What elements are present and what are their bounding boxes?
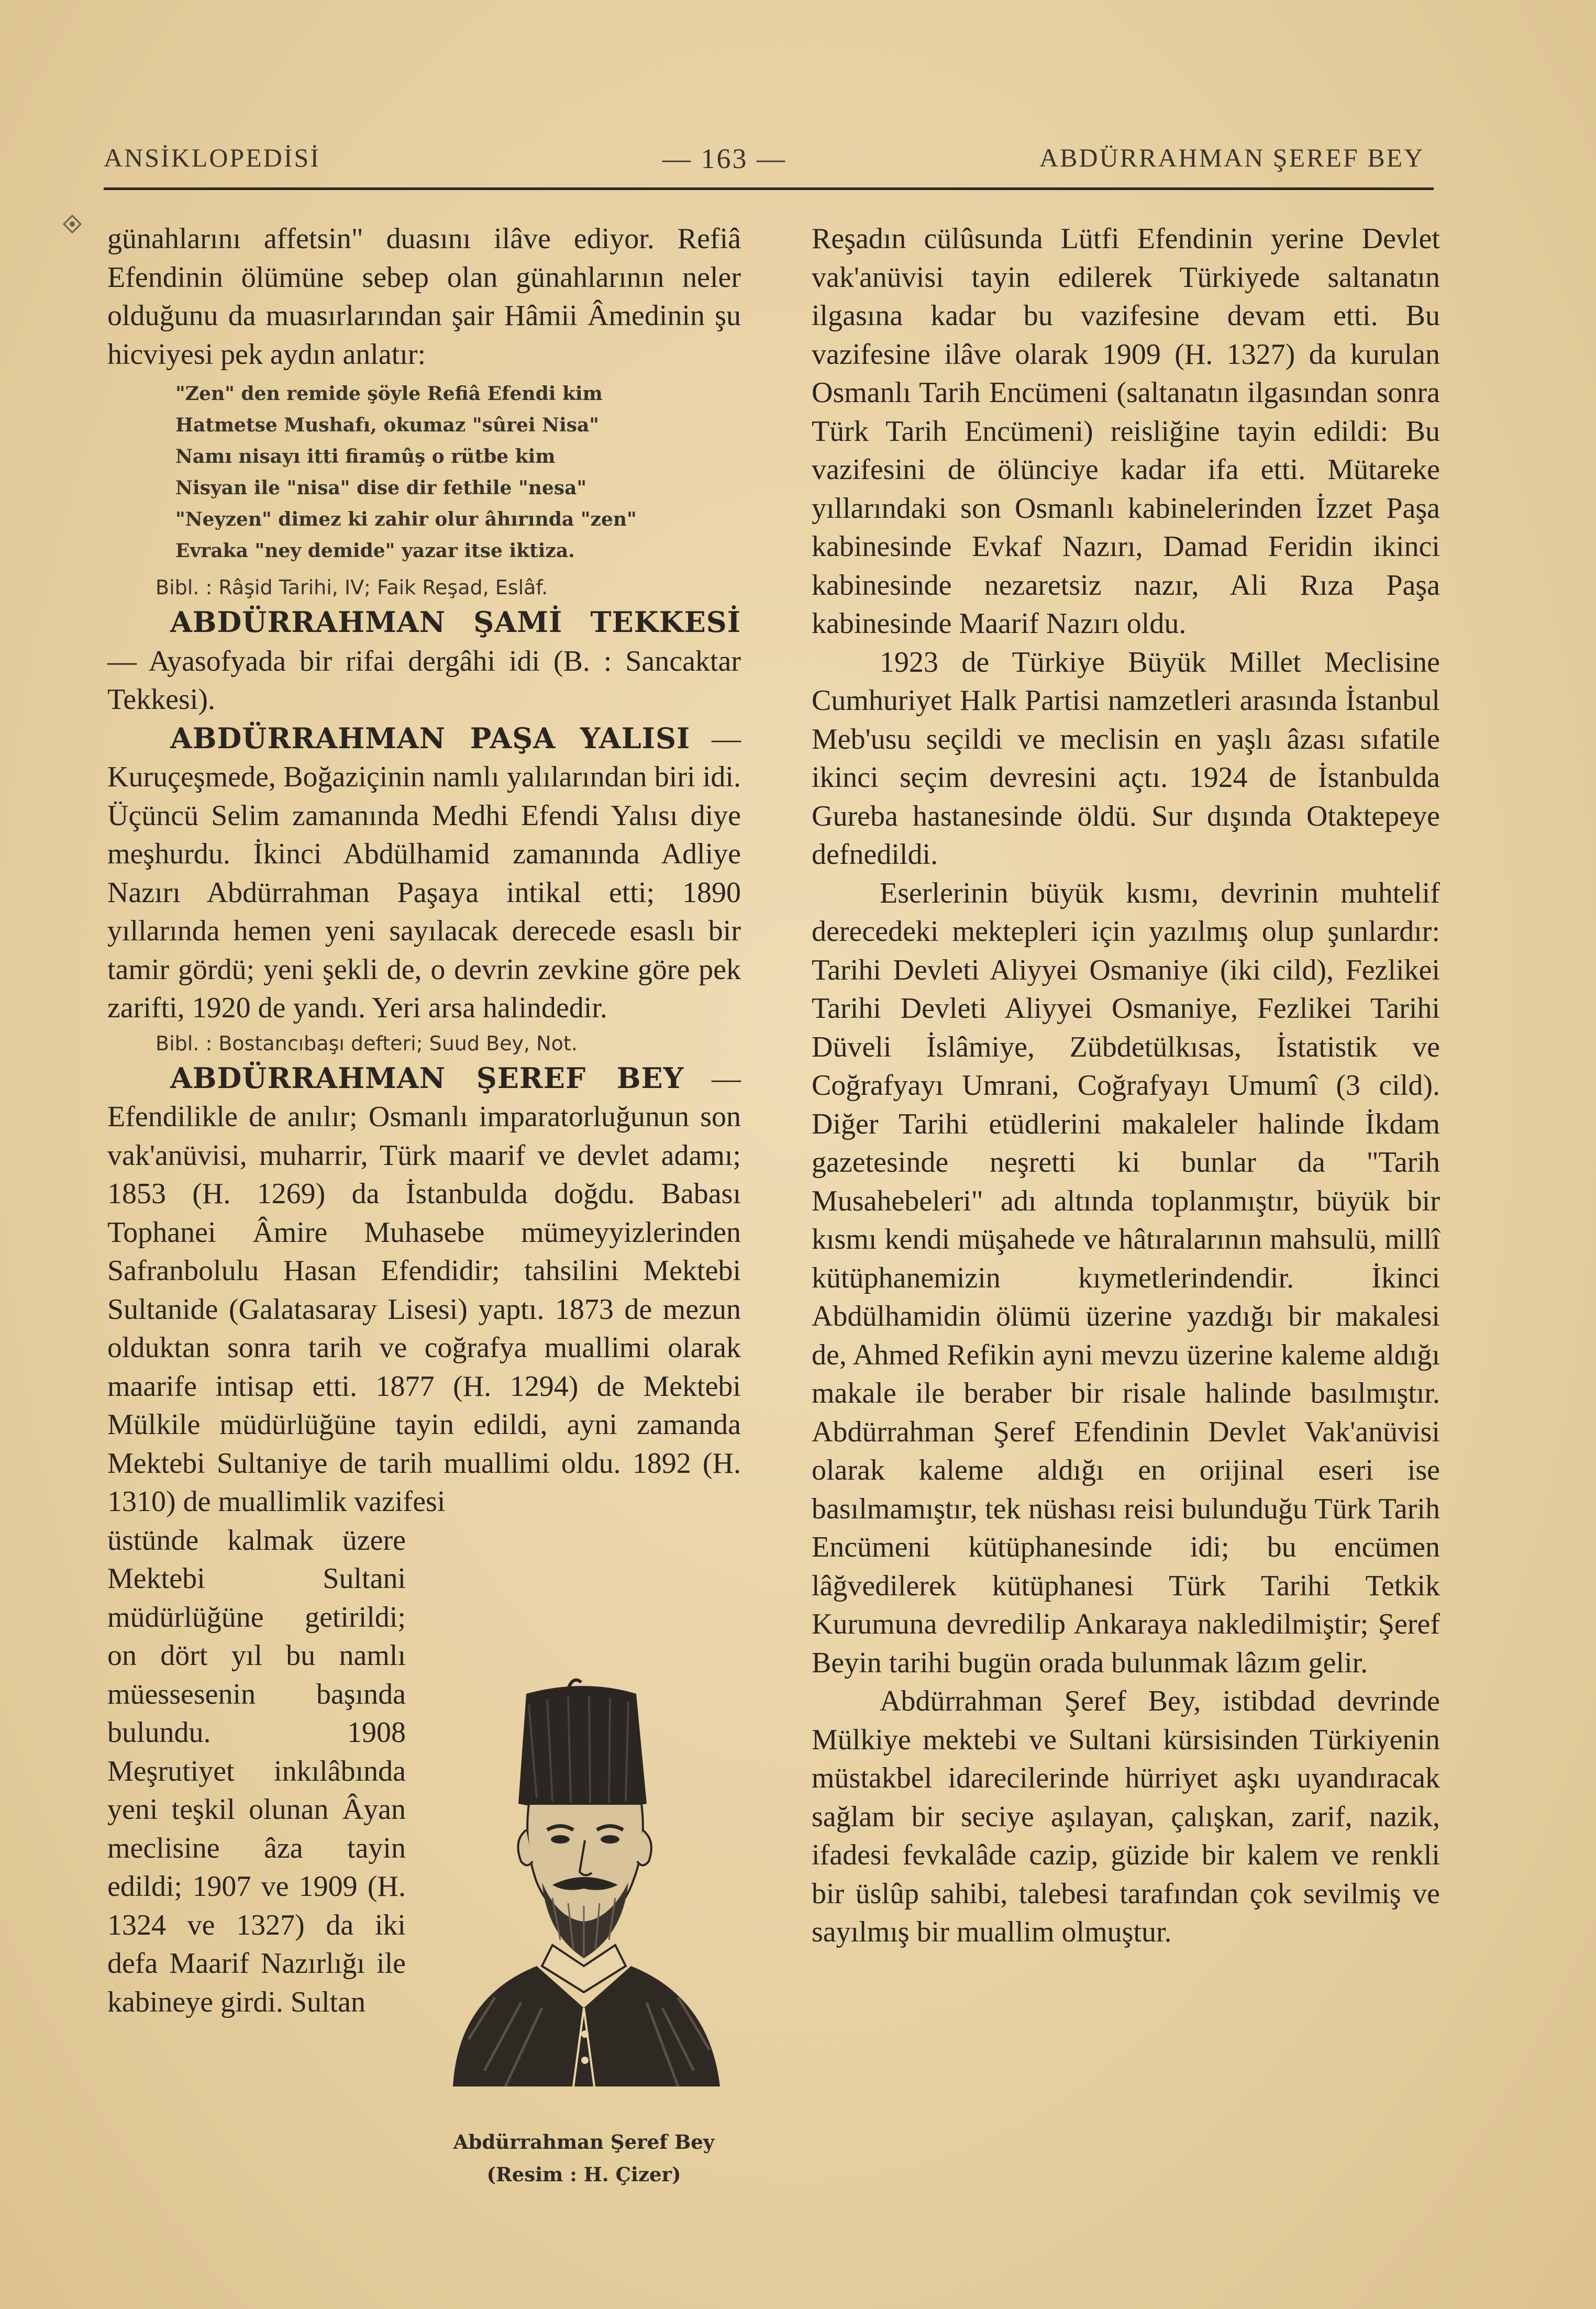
portrait-illustration	[416, 1673, 751, 2086]
caption-credit: (Resim : H. Çizer)	[486, 2163, 681, 2186]
refia-continuation: günahlarını affetsin" duasını ilâve ediyor. Refiâ Efendinin ölümüne sebep olan günahlarının neler olduğunu da muasırlarından şair Hâmii Âmedinin şu hicviyesi pek aydın anlatır:	[107, 223, 741, 371]
header-rule	[104, 187, 1434, 190]
poem-line: "Zen" den remide şöyle Refiâ Efendi kim	[175, 383, 603, 405]
entry-text: — Efendilikle de anılır; Osmanlı imparatorluğunun son vak'anüvisi, muharrir, Türk maarif ve devlet adamı; 1853 (H. 1269) da İstanbulda doğdu. Babası Tophanei Âmire Muhasebe mümeyyizlerinden Safranbolulu Hasan Efendidir; tahsilini Mektebi Sultanide (Galatasaray Lisesi) yaptı. 1873 de mezun olduktan sonra tarih ve coğrafya muallimi olarak maarife intisap etti. 1877 (H. 1294) de Mektebi Mülkile müdürlüğüne tayin edildi, ayni zamanda Mektebi Sultaniye de tarih muallimi oldu. 1892 (H. 1310) de muallimlik vazifesi	[107, 1062, 741, 1518]
portrait-drawing	[416, 1673, 751, 2086]
running-header-left: ANSİKLOPEDİSİ	[104, 143, 320, 172]
right-column	[812, 220, 1440, 1952]
bibliography-refia: Bibl. : Râşid Tarihi, IV; Faik Reşad, Eslâf.	[156, 576, 548, 599]
right-paragraph: Reşadın cülûsunda Lütfi Efendinin yerine Devlet vak'anüvisi tayin edilerek Türkiyede saltanatın ilgasına kadar bu vazifesine devam etti. Bu vazifesine ilâve olarak 1909 (H. 1327) da kurulan Osmanlı Tarih Encümeni (saltanatın ilgasından sonra Türk Tarih Encümeni) reisliğine tayin edildi: Bu vazifesini de ölünciye kadar ifa etti. Mütareke yıllarındaki son Osmanlı kabinelerinden İzzet Paşa kabinesinde Evkaf Nazırı, Damad Feridin ikinci kabinesinde nezaretsiz nazır, Ali Rıza Paşa kabinesinde Maarif Nazırı oldu.	[812, 223, 1440, 640]
right-paragraph: Abdürrahman Şeref Bey, istibdad devrinde Mülkiye mektebi ve Sultani kürsisinden Türkiyenin müstakbel idarecilerinde hürriyet aşkı uyandıracak sağlam bir seciye aşılayan, çalışkan, zarif, nazik, ifadesi fevkalâde cazip, güzide bir kalem ve renkli bir üslûp sahibi, talebesi tarafından çok sevilmiş ve sayılmış bir muallim olmuştur.	[812, 1685, 1440, 1948]
entry-text: — Kuruçeşmede, Boğaziçinin namlı yalılarından biri idi. Üçüncü Selim zamanında Medhi Efendi Yalısı diye meşhurdu. İkinci Abdülhamid zamanında Adliye Nazırı Abdürrahman Paşaya intikal etti; 1890 yıllarında hemen yeni sayılacak derecede esaslı bir tamir gördü; yeni şekli de, o devrin zevkine göre pek zarifti, 1920 de yandı. Yeri arsa halindedir.	[107, 722, 741, 1024]
entry-pasa-yalisi	[107, 719, 741, 1028]
page-number: — 163 —	[662, 143, 786, 174]
entry-seref-bey-wrap: üstünde kalmak üzere Mektebi Sultani müdürlüğüne getirildi; on dört yıl bu namlı müessesenin başında bulundu. 1908 Meşrutiyet inkılâbında yeni teşkil olunan Âyan meclisine âza tayin edildi; 1907 ve 1909 (H. 1324 ve 1327) da iki defa Maarif Nazırlığı ile kabineye girdi. Sultan	[107, 1524, 406, 2018]
entry-title: ABDÜRRAHMAN ŞAMİ TEKKESİ	[170, 605, 741, 639]
entry-title: ABDÜRRAHMAN PAŞA YALISI	[170, 721, 691, 755]
bibliography-yalisi: Bibl. : Bostancıbaşı defteri; Suud Bey, Not.	[156, 1031, 578, 1055]
running-header-right: ABDÜRRAHMAN ŞEREF BEY	[1039, 143, 1425, 172]
poem-line: Evraka "ney demide" yazar itse iktiza.	[175, 540, 575, 562]
entry-seref-bey	[107, 1059, 741, 1522]
poem-line: Hatmetse Mushafı, okumaz "sûrei Nisa"	[175, 414, 600, 436]
entry-title: ABDÜRRAHMAN ŞEREF BEY	[170, 1061, 684, 1095]
poem-line: Namı nisayı itti firamûş o rütbe kim	[175, 446, 556, 468]
satirical-poem	[175, 378, 741, 567]
right-paragraph: 1923 de Türkiye Büyük Millet Meclisine Cumhuriyet Halk Partisi namzetleri arasında İstanbul Meb'usu seçildi ve meclisin en yaşlı âzası sıfatile ikinci seçim devresini açtı. 1924 de İstanbulda Gureba hastanesinde öldü. Sur dışında Otaktepeye defnedildi.	[812, 646, 1440, 871]
scan-artifact-icon	[62, 214, 83, 235]
poem-line: "Neyzen" dimez ki zahir olur âhırında "zen"	[175, 508, 637, 530]
right-paragraph: Eserlerinin büyük kısmı, devrinin muhtelif derecedeki mektepleri için yazılmış olup şunlardır: Tarihi Devleti Aliyyei Osmaniye (iki cild), Fezlikei Tarihi Devleti Aliyyei Osmaniye, Fezlikei Tarihi Düveli İslâmiye, Zübdetülkısas, İstatistik ve Coğrafyayı Umrani, Coğrafyayı Umumî (3 cild). Diğer Tarihi etüdlerini makaleler halinde İkdam gazetesinde neşretti ki bunlar da "Tarih Musahebeleri" adı altında toplanmıştır, büyük bir kısmı kendi müşahede ve hâtıralarının mahsulü, millî kütüphanemizin kıymetlerindendir. İkinci Abdülhamidin ölümü üzerine yazdığı bir makalesi de, Ahmed Refikin ayni mevzu üzerine kaleme aldığı makale ile beraber bir risale halinde basılmıştır. Abdürrahman Şeref Efendinin Devlet Vak'anüvisi olarak kaleme aldığı en orijinal eseri ise basılmamıştır, tek nüshası reisi bulunduğu Türk Tarih Encümeni kütüphanesinde idi; bu encümen lâğvedilerek kütüphanesi Türk Tarihi Tetkik Kurumuna devredilip Ankaraya nakledilmiştir; Şeref Beyin tarihi bugün orada bulunmak lâzım gelir.	[812, 876, 1440, 1679]
poem-line: Nisyan ile "nisa" dise dir fethile "nesa"	[175, 477, 587, 499]
entry-text: — Ayasofyada bir rifai dergâhi idi (B. : Sancaktar Tekkesi).	[107, 645, 741, 716]
portrait-caption	[419, 2126, 749, 2191]
entry-sami-tekkesi	[107, 603, 741, 719]
caption-name: Abdürrahman Şeref Bey	[453, 2130, 715, 2153]
